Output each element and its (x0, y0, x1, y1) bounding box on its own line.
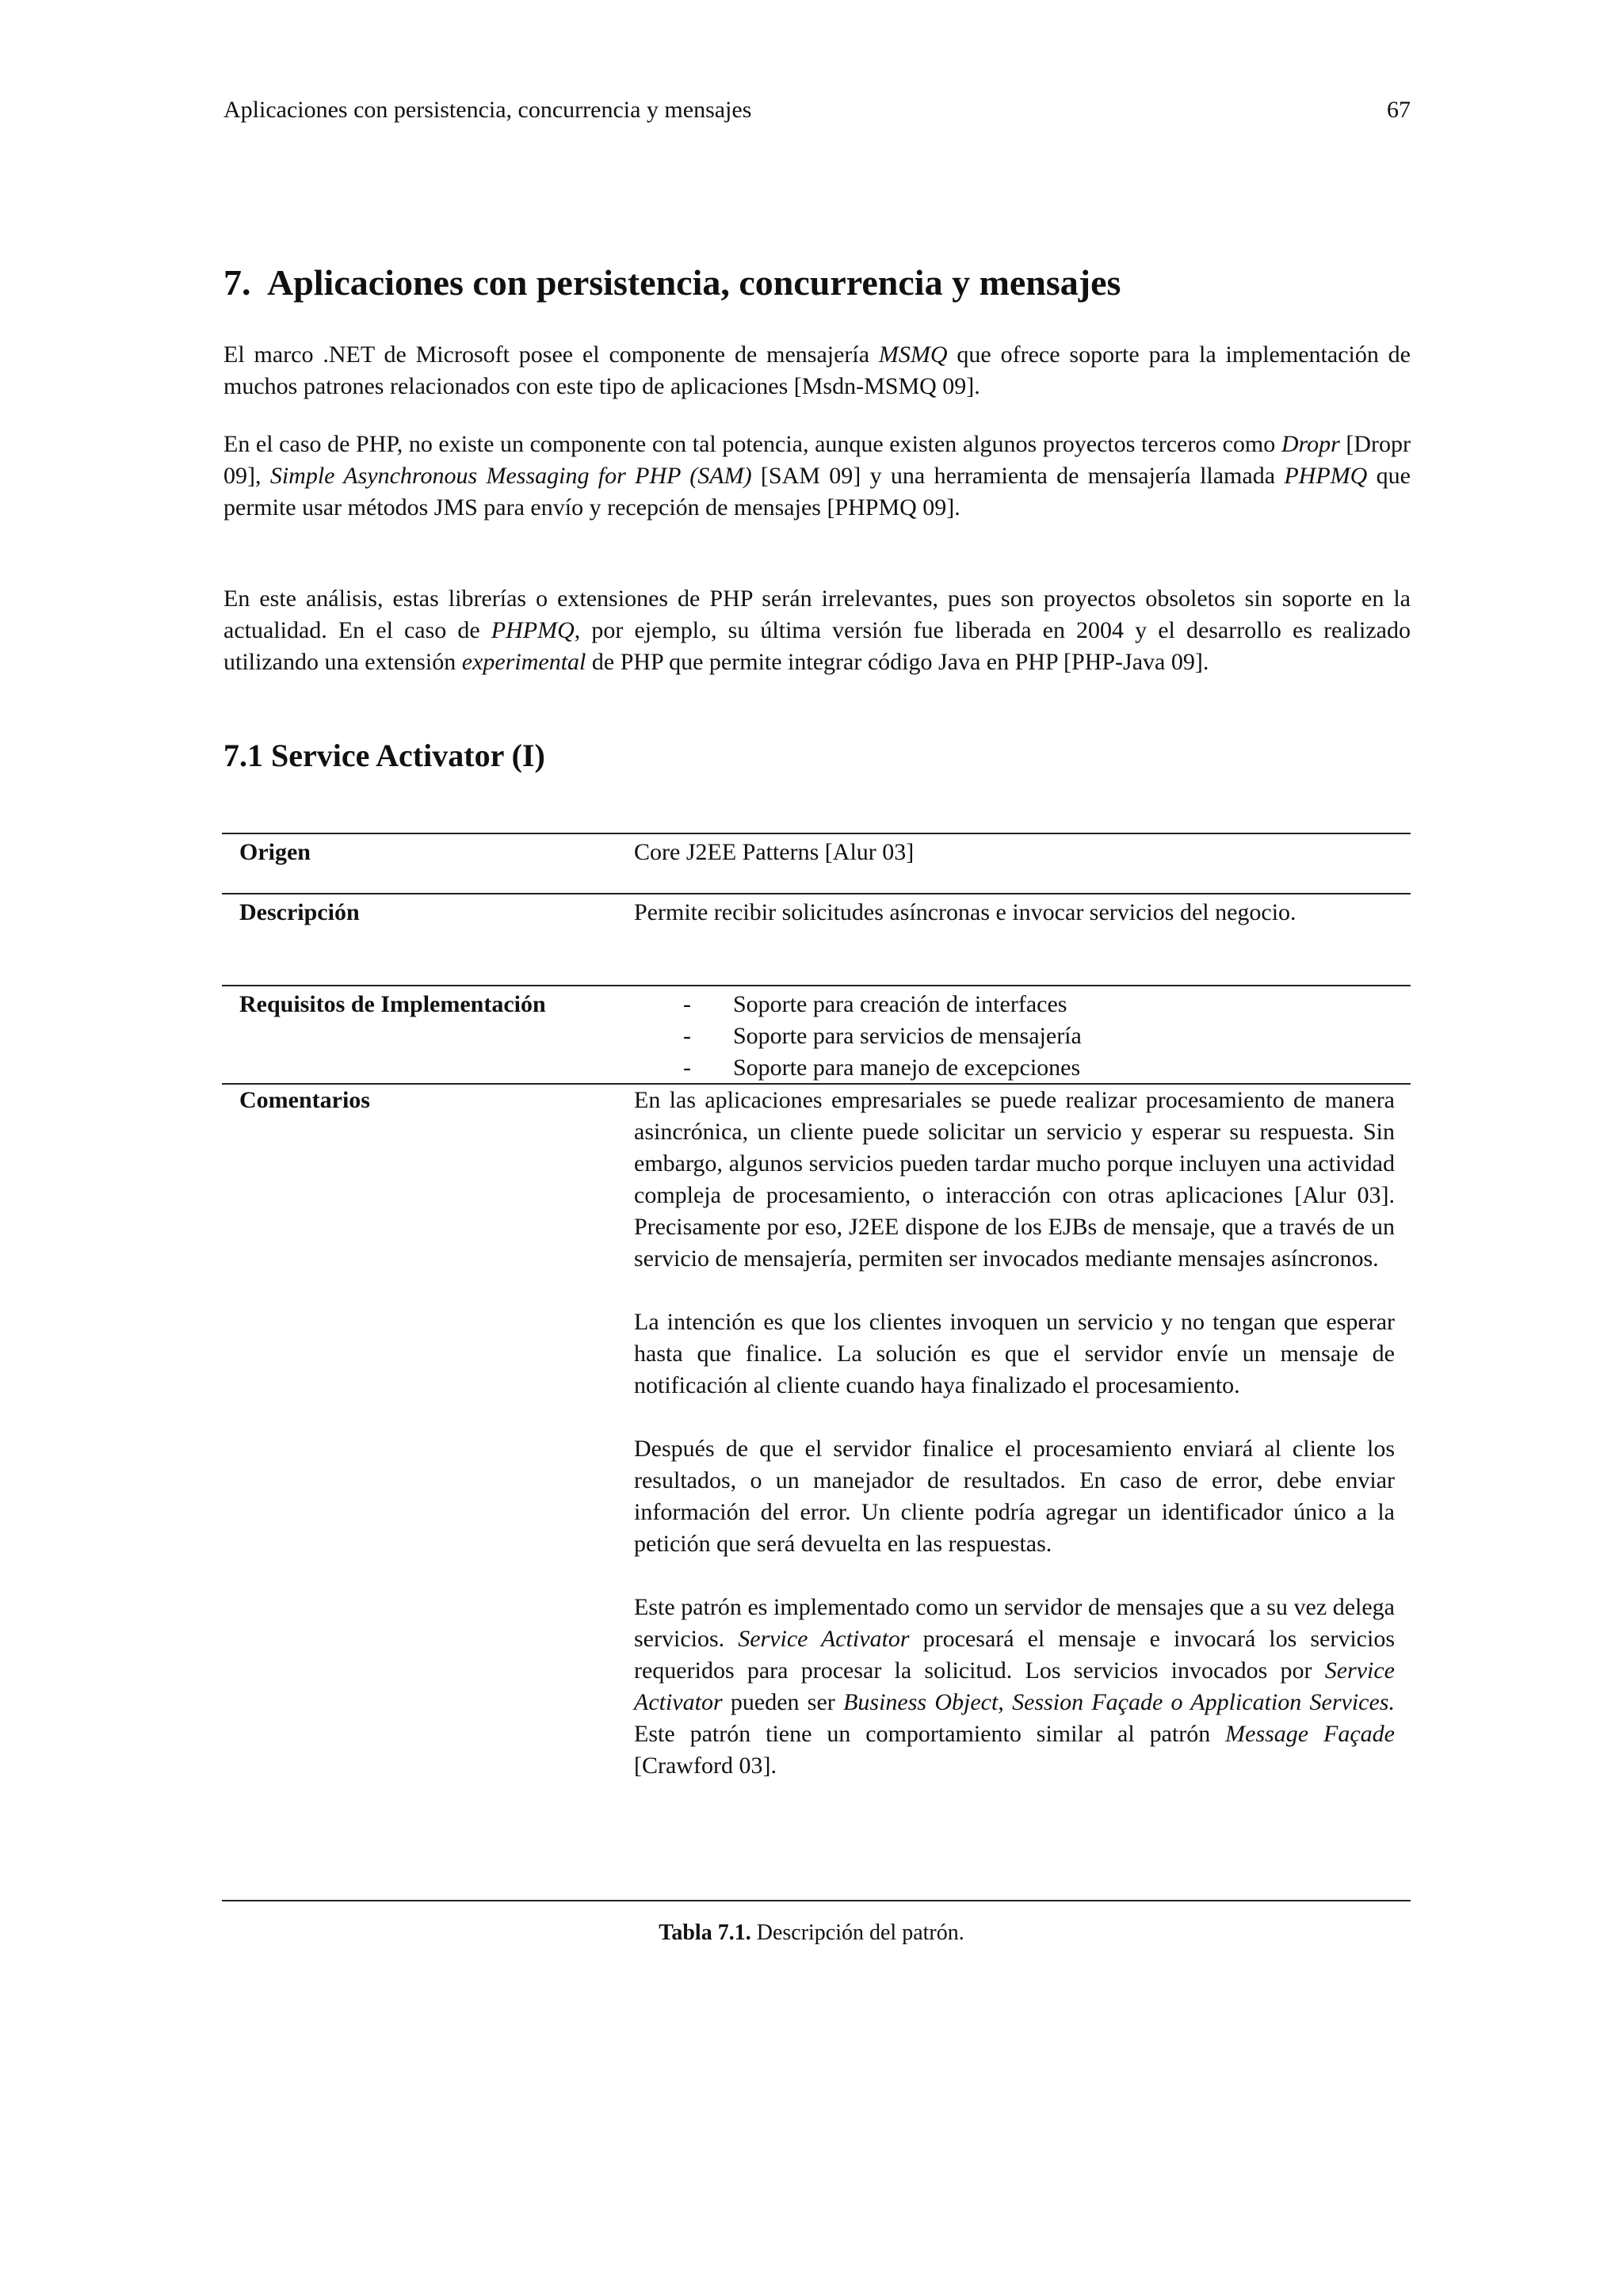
body-paragraph-3 (223, 583, 1411, 678)
bullet-dash: - (683, 991, 691, 1017)
comment-paragraph (634, 1433, 1395, 1560)
table-caption (0, 1920, 1623, 1946)
requirements-list (634, 989, 1395, 1084)
text-run: procesará el mensaje e invocará los servicios requeridos para procesar la solicitud. Los servicios invocados por (634, 1626, 1395, 1684)
comment-paragraph (634, 1592, 1395, 1782)
italic-text: Business Object, Session Façade o Application Services. (843, 1689, 1395, 1715)
requirement-item (634, 989, 1395, 1020)
italic-text: PHPMQ (491, 617, 575, 643)
header-title: Aplicaciones con persistencia, concurrencia y mensajes (223, 97, 752, 123)
chapter-heading (223, 261, 1411, 303)
chapter-title: Aplicaciones con persistencia, concurrencia y mensajes (266, 262, 1121, 303)
body-paragraph-1 (223, 339, 1411, 402)
text-run: En este análisis, estas librerías o extensiones de PHP serán irrelevantes, pues son proyectos obsoletos sin soporte en la actualidad. En el caso de (223, 585, 1411, 643)
table-rule (222, 1900, 1411, 1901)
description-label: Descripción (239, 899, 360, 925)
italic-text: MSMQ (878, 341, 948, 368)
caption-label: Tabla 7.1. (659, 1920, 751, 1945)
comments-label: Comentarios (239, 1087, 370, 1113)
page-number: 67 (1387, 97, 1411, 123)
text-run: La intención es que los clientes invoquen un servicio y no tengan que esperar hasta que finalice. La solución es que el servidor envíe un mensaje de notificación al cliente cuando haya finalizado el procesamiento. (634, 1309, 1395, 1398)
text-run: que ofrece soporte para la implementación de muchos patrones relacionados con este tipo de aplicaciones [Msdn-MSMQ 09]. (223, 341, 1411, 399)
text-run: que permite usar métodos JMS para envío y recepción de mensajes [PHPMQ 09]. (223, 463, 1411, 521)
chapter-number: 7. (223, 262, 251, 303)
table-rule (222, 833, 1411, 834)
text-run: Este patrón es implementado como un servidor de mensajes que a su vez delega servicios. (634, 1594, 1395, 1652)
requirement-text: Soporte para servicios de mensajería (733, 1023, 1082, 1049)
text-run: Después de que el servidor finalice el procesamiento enviará al cliente los resultados, o un manejador de resultados. En caso de error, debe enviar información del error. Un cliente podría agregar un identificador único a la petición que será devuelta en las respuestas. (634, 1436, 1395, 1557)
italic-text: Message Façade (1225, 1721, 1395, 1747)
text-run: En el caso de PHP, no existe un componente con tal potencia, aunque existen algunos proyectos terceros como (223, 431, 1281, 457)
italic-text: PHPMQ (1284, 463, 1368, 489)
section-heading (223, 737, 545, 774)
text-run: , por ejemplo, su última versión fue liberada en 2004 y el desarrollo es realizado utilizando una extensión (223, 617, 1411, 675)
body-paragraph-2 (223, 429, 1411, 524)
text-run: [Crawford 03]. (634, 1753, 777, 1779)
requirement-item (634, 1020, 1395, 1052)
italic-text: Dropr (1281, 431, 1340, 457)
table-rule (222, 893, 1411, 894)
italic-text: Simple Asynchronous Messaging for PHP (SAM) (269, 463, 752, 489)
bullet-dash: - (683, 1055, 691, 1081)
description-value: Permite recibir solicitudes asíncronas e invocar servicios del negocio. (634, 899, 1296, 925)
running-header (223, 97, 1411, 124)
text-run: El marco .NET de Microsoft posee el componente de mensajería (223, 341, 879, 368)
requirement-item (634, 1052, 1395, 1084)
text-run: pueden ser (722, 1689, 844, 1715)
comment-paragraph (634, 1306, 1395, 1402)
text-run: de PHP que permite integrar código Java en PHP [PHP-Java 09]. (586, 649, 1209, 675)
section-title: Service Activator (I) (271, 738, 545, 773)
comment-paragraph (634, 1085, 1395, 1275)
requirement-text: Soporte para creación de interfaces (733, 991, 1067, 1017)
italic-text: experimental (461, 649, 586, 675)
origin-value: Core J2EE Patterns [Alur 03] (634, 839, 915, 865)
table-rule (222, 985, 1411, 986)
caption-text: Descripción del patrón. (750, 1920, 964, 1945)
requirements-label: Requisitos de Implementación (239, 991, 546, 1017)
text-run: Este patrón tiene un comportamiento similar al patrón (634, 1721, 1226, 1747)
bullet-dash: - (683, 1023, 691, 1049)
requirement-text: Soporte para manejo de excepciones (733, 1055, 1081, 1081)
origin-label: Origen (239, 839, 311, 865)
italic-text: Service Activator (738, 1626, 910, 1652)
italic-text: Service Activator (634, 1657, 1395, 1715)
comments-value (634, 1085, 1395, 1814)
text-run: [SAM 09] y una herramienta de mensajería llamada (751, 463, 1285, 489)
text-run: En las aplicaciones empresariales se puede realizar procesamiento de manera asincrónica, un cliente puede solicitar un servicio y esperar su respuesta. Sin embargo, algunos servicios pueden tardar mucho porque incluyen una actividad compleja de procesamiento, o interacción con otras aplicaciones [Alur 03]. Precisamente por eso, J2EE dispone de los EJBs de mensaje, que a través de un servicio de mensajería, permiten ser invocados mediante mensajes asíncronos. (634, 1087, 1395, 1272)
section-number: 7.1 (223, 738, 263, 773)
text-run: [Dropr 09], (223, 431, 1411, 489)
